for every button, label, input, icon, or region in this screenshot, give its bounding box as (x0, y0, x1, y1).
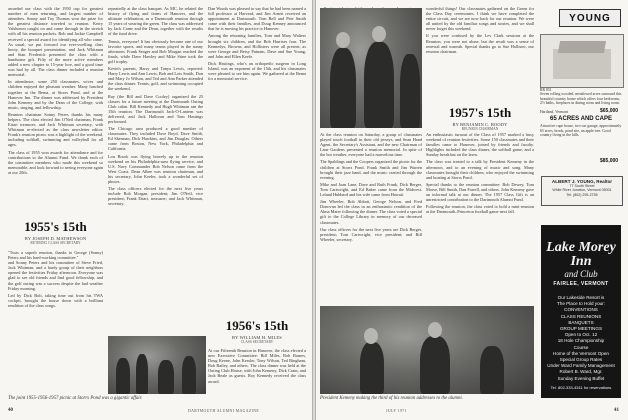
article-1955-heading: 1955's 15th (24, 219, 87, 234)
lake-morey-inn-ad (541, 225, 621, 398)
left-page (0, 0, 312, 420)
column-right-2-text: wonderful things! Our classmates gathered on the Green for the Class Day ceremonies. I think we have completed the entire circuit, and we are now back for our reunion. We were all united by the old familiar songs and stories, and we shall never forget this weekend. If you were confused by the Lev Clark sessions at the Reunion, you were not alone, but the result was a sense of renewal and warmth. Special thanks go to Sue Hollister, our reunion chairman. (426, 6, 534, 54)
ad-line: Robert B. Ward, Mgr. (559, 369, 603, 375)
caption-picnic: The joint 1955-1956-1957 picnic at Storrs Pond was a gigantic affair. (8, 396, 143, 401)
ad-line: CLASS REUNIONS (560, 313, 602, 319)
article-1956-heading: 1956's 15th (225, 318, 289, 333)
article-1957-role: REUNION CHAIRMAN (461, 127, 499, 131)
house-listing-description: Seven rolling wooded, meadowed acres surround this beautiful country house which offers four bedrooms, 2½ baths, fireplaces in dining room and living room. (540, 92, 622, 106)
ad-line: Course (573, 344, 589, 350)
article-1956-byline: BY WILLIAM H. MILES (232, 335, 282, 340)
house-listing-town: Hartland, Vermont (540, 110, 569, 114)
footer-magazine-title: DARTMOUTH ALUMNI MAGAZINE (188, 409, 260, 413)
column-left-1-text: awarded our class with the 1950 cup for greatest number of men returning, and largest number of attendees. Sonny and Toy Thomas won the prize for the greatest distance traveled to reunion. Kerry Vahlstrom caught on and came through in the stretch with all his reunion packets. Bob and Jackie Campbell received a special award for identifying all who came. As usual, we put forward our ever-swelling class booty, the bouquet presentation, and Jack Whitman and Stan Frederick presented the class with a handsome gift. Fifty of the more active members added a new chapter to 15-year lore, and a good time was had by all. The class dinner included a reunion memorial. In attendance, some 250 classmates, wives and children enjoyed the pleasant weather. Many lunched together at the Bema, at Storrs Pond, and at the Hanover Inn. The dinner was addressed by President John Kemeny and by the Dean of the College, with music, singing, and fellowship. Reunion chairman Sonny Peters thanks his many helpers. The class elected Jim O'Neil chairman, Frank Ettari treasurer, and Jack Whitman secretary, with Whitman re-elected as the class newsletter editor. Frank's reunion picnic was a highlight of the weekend, including softball, swimming and volleyball for all ages. The class of 1955 won awards for attendance and for contributions to the Alumni Fund. We thank each of the committee members who made this weekend so memorable, and look forward to seeing everyone again at our 20th. (8, 6, 103, 175)
ad-line: The Place to Hold your: (556, 301, 605, 307)
ad-line: Sunday Evening Buffet (557, 375, 605, 381)
lake-morey-phone: Tel. 802-333-4311 for reservations (550, 384, 612, 390)
acres-listing-price: $85,000 (600, 158, 619, 164)
article-1955-lead: "Twas a superb reunion, thanks to George (Sonny) Peters and his hard-working committee." (8, 250, 103, 261)
acres-listing-text: Attractive cape house, two-car garage, approximately 65 acres, brook, pond site, an apple tree. Good country living in the hills. (540, 124, 622, 138)
article-1955-byline: BY JOSEPH D. MATHEWSON (24, 236, 87, 241)
column-right-1-lower: At the class reunion on Saturday, a group of classmates played touch football in their old jerseys, and Sean Hand Agent, the Secretary's Assistant, and the new Chairman of Lane Gardens presented a reunion memorial. In spite of the hot weather, everyone had a marvelous time. The Spaldings and the Coopers organized the picnic for the children at Storrs Pond. Frank Smith and Jim Warren brought their jazz band, and the music carried through the evening. Mike and Joan Lane, Dave and Ruth Frank, Dick Berger, Tom Cartwright, and Ed Baker came from the Midwest. Leland Hubbard and his wife came from Hawaii. Jim Wheeler, Bob Abbott, George Nelson, and Fred Donovan led the class in an enthusiastic rendition of the Alma Mater following the dinner. The class voted a special gift to the College Library in memory of our deceased classmates. Our class officers for the next five years are Dick Berger, president; Tom Cartwright, vice president; and Bill Wheeler, secretary. (320, 132, 422, 242)
column-left-2-text: repeatedly at the class banquet. As MC, he related the history of flying and farms of Hanover, and the ultimate celebration, as a Dartmouth reunion through 15 years of wearing the green. The class was addressed by Jack Crane and the Dean, together with the results of the fund drive. Tennis, everyone! It has obviously become one of our favorite sports, and many teams played in the sunny afternoon. Frank Seager and Bob Morgan reached the finals, while Dave Hawley and Mike Stine took the golf trophy. Kevin's parents, Harry and Tanya Lewis, reported: Harry Lewis and Ann Lewis, Bob and Lois Smith, Don and Mary Jo Wilson, and Ted and Ann Parker attended the class dinner. Tennis, golf, and swimming occupied the weekend. Ray (the Bill and Dave Cooley) organized the 25 classes for a future meeting at the Dartmouth Outing Club cabin. Bill Kennedy and Hugh Whitman ran the 15th reunion. The Dartmouth Jack-O-Lantern was delivered, and Jack Halloran and Tom Hastings performed. The Chicago area produced a good number of classmates. They included Dave Boyd, Dave Smith, Ed Sherman, Dick Hawkins, and Jim Douglas. Others came from Boston, New York, Philadelphia and California. Lou Brook was flying bravely up to the reunion weekend on his Philadelphia-area flying service, and U.S. Navy Commander Bob Nelson came from the West Coast. Dean Albee was reunion chairman, and his secretary, John Keeler, took a wonderful set of photos. The class officers elected for the next five years include Bob Morgan, president; Jim O'Neil, vice president; Frank Ettari, treasurer; and Jack Whitman, secretary. (108, 6, 203, 207)
article-1957-byline: BY BENJAMIN C. BOODY (452, 122, 508, 127)
albert-young-realtor-card (541, 176, 623, 206)
house-listing-price: $65,000 (600, 108, 619, 114)
reunion-photo-football (320, 8, 422, 128)
young-realty-logo: YOUNG (559, 9, 621, 27)
article-1957-heading: 1957's 15th (448, 105, 512, 120)
lake-morey-ad-copy (541, 295, 621, 382)
lake-morey-location: FAIRLEE, VERMONT (553, 281, 609, 287)
house-listing-photo (540, 34, 624, 88)
ad-line: 18 Hole Championship (557, 338, 605, 344)
caption-kemeny: President Kemeny making the third of his reunion addresses to the alumni. (320, 396, 463, 401)
ad-line: Under Ward Family Management (547, 363, 615, 369)
ad-line: GROUP MEETINGS (559, 326, 603, 332)
article-1955-role: RETIRING CLASS SECRETARY (30, 241, 81, 245)
realtor-town: White River Junction, Vermont 05001 (552, 188, 612, 193)
realtor-phone: Tel. (802) 295-2755 (566, 192, 598, 197)
page-number-right: 41 (614, 408, 619, 413)
page-number-left: 40 (8, 408, 13, 413)
article-1957-header (426, 100, 534, 134)
column-left-3-lower: At our Fifteenth Reunion in Hanover, the class elected a new Executive Committee: Bill Miles, Bob Barnes, Doug Keene, John Kessler, Tony Wilson, Ted Bingham, Bob Bailey, and others. The class dinner was held at the Outing Club House, with John Kemeny, Dick Crain, and Jack Beale as guests. Roy Kennedy received the class award. (208, 348, 306, 384)
ad-line: Our Lakeside Resort is (557, 295, 605, 300)
house-listing-code: RR 851 (540, 88, 552, 92)
footer-issue-date: JULY 1971 (386, 409, 407, 413)
article-1956-header (208, 313, 306, 347)
ad-line: Home of the Vermont Open (553, 350, 609, 356)
realtor-name: ALBERT J. YOUNG, Realtor (551, 179, 613, 184)
lake-morey-logo: Lake Morey Inn (546, 240, 616, 269)
realtor-street: 77 South Street (569, 184, 595, 188)
ad-line: Special Group Rates (559, 357, 603, 363)
ad-line: BANQUETS (568, 319, 594, 325)
ad-line: CONVENTIONS (564, 307, 598, 313)
reunion-photo-picnic (108, 336, 206, 394)
column-right-2-lower: An enthusiastic turnout of the Class of 1957 marked a busy weekend of reunion festivities. Some 150 classmates and their families came to Hanover, joined by friends and faculty. Highlights included the class dinner, the softball game, and a Sunday breakfast on the lawn. The class was treated to a talk by President Kemeny in the afternoon, and to an evening of music and song. Many classmates brought their children, who enjoyed the swimming and boating at Storrs Pond. Special thanks to the reunion committee: Bob Dewey, Tom Morse, Bill Smith, Dan Farrell, and others. John Kemeny gave an informal talk at our dinner. The 1957 Class Gift is an unrestricted contribution to the Dartmouth Alumni Fund. Following the reunion, the class voted to hold a mini-reunion at the Dartmouth–Princeton football game next fall. (426, 132, 534, 215)
article-1956-role: CLASS SECRETARY (240, 340, 274, 344)
reunion-photo-kemeny (320, 306, 534, 394)
acres-listing-heading: 65 ACRES AND CAPE (550, 116, 612, 122)
lake-morey-subtitle: and Club (564, 269, 598, 279)
ad-line: Open to Oct. 12 (564, 332, 598, 338)
column-left-3-text: Dan Woods was pleased to say that he had been named a full professor at Harvard, and Jim Arnett received an appointment at Dartmouth. Tom Bell and Pete Smith came with their families, and Doug Kenney announced that he is moving his practice to Hanover. Among the returning families, Tom and Mary Walters brought six children, and the Bob Harrises four. The Kennedys, Browns, and Hollisters were all present, as were George and Betsy Putnam, Dave and Sue Young, and John and Ellen Keefe. Dick Hastings, who's an orthopedic surgeon in Long Island, was an exponent of the 15th, and his classmates were pleased to see him again. We gathered at the Bema for a memorial service. (208, 6, 306, 82)
column-left-1-lower: "Twas a superb reunion, thanks to George (Sonny) Peters and his hard-working committee." and Sonny Peters and his committee of Steve Fried, Jack Whitman, and a hardy group of their neighbors opened the festivities Friday afternoon. Everyone was glad to see old friends and find good fellowship, and the golf outing was a success despite the bad weather Friday morning. Led by Dick Bolt, taking time out from his TWA cockpit, brought the house down with a brilliant rendition of the class songs. (8, 250, 103, 308)
article-1955-header (8, 214, 103, 248)
